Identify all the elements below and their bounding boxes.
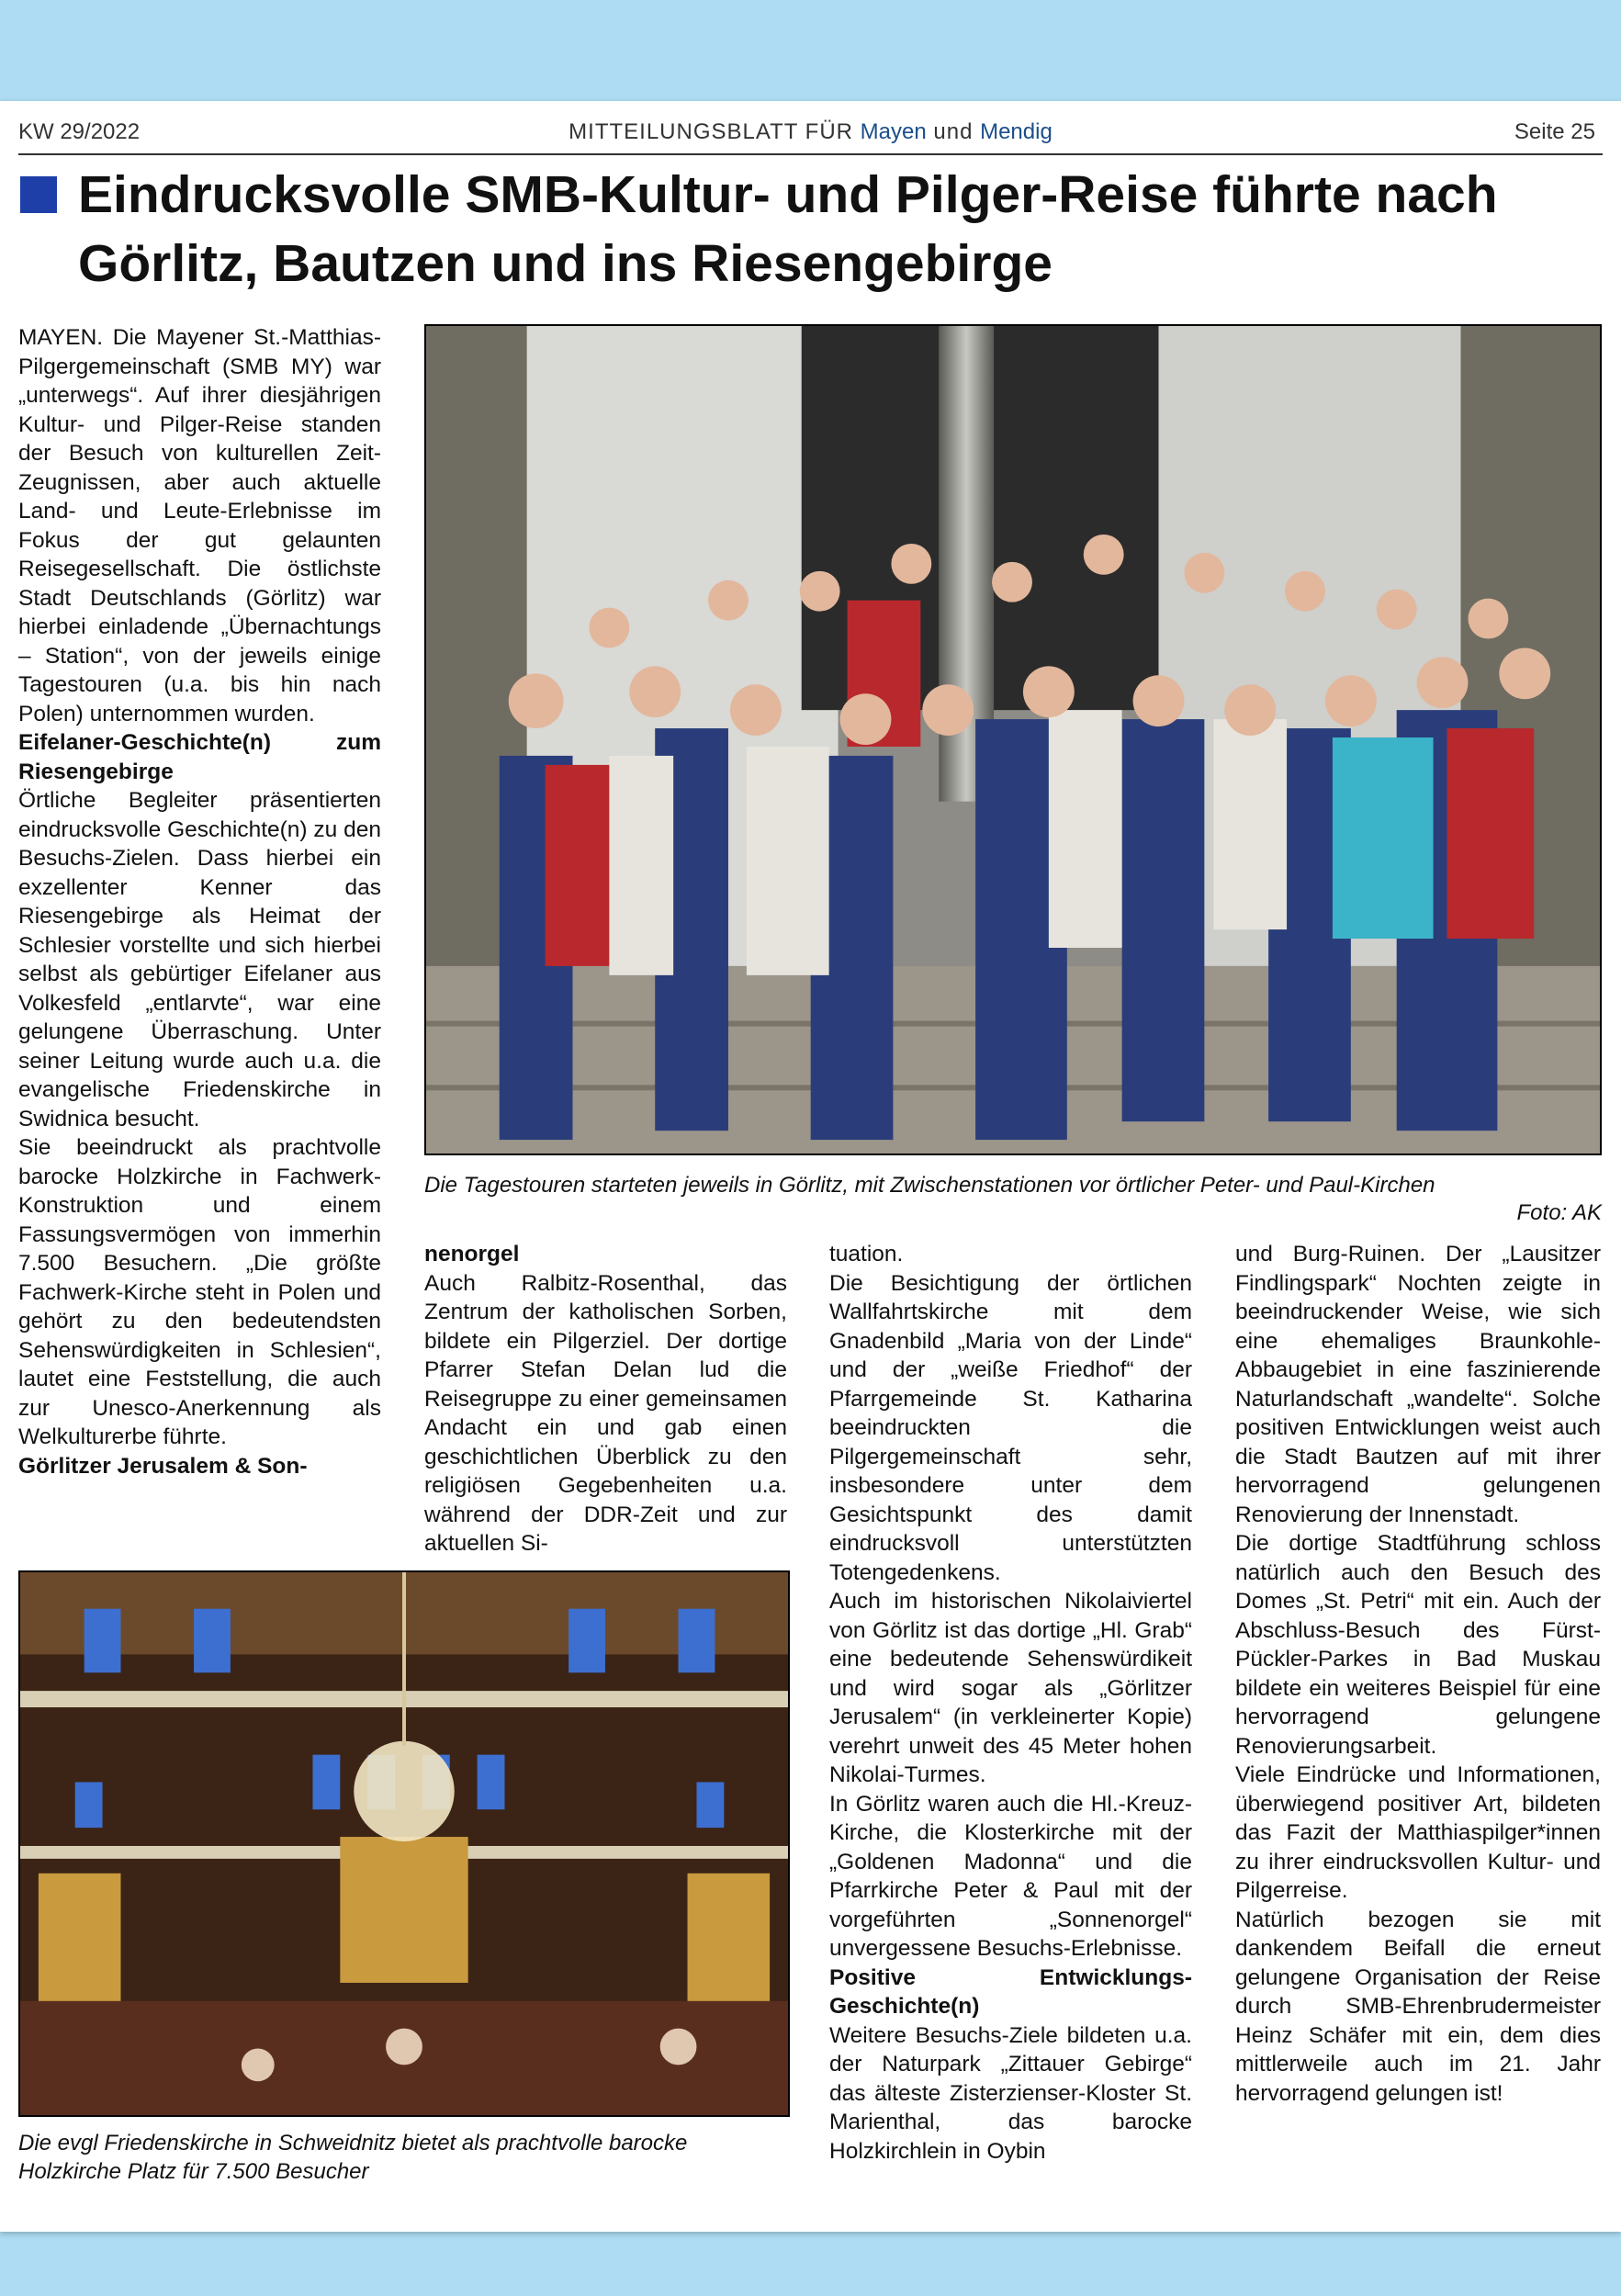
article-column-2 (424, 1240, 787, 1559)
article-column-1 (18, 323, 381, 1480)
headline: Eindrucksvolle SMB-Kultur- und Pilger-Reise führte nach Görlitz, Bautzen und ins Riesengebirge (78, 165, 1498, 293)
subheading-riesengebirge: Eifelaner-Geschichte(n) zum Riesengebirge (18, 730, 381, 784)
group-photo (424, 324, 1602, 1155)
headline-marker (20, 176, 57, 213)
subheading-entwicklung: Positive Entwicklungs-Geschichte(n) (829, 1964, 1192, 2019)
paragraph: Viele Eindrücke und Informationen, überwiegend positiver Art, bildeten das Fazit der Matthiaspilger*innen zu ihrer eindrucksvollen Kultur- und Pilgerreise. (1235, 1762, 1601, 1903)
article-column-4 (1235, 1240, 1601, 2108)
paragraph: tuation. (829, 1242, 904, 1266)
and-word: und (933, 119, 974, 144)
photo-credit: Foto: AK (1516, 1200, 1602, 1225)
paragraph: Die Besichtigung der örtlichen Wallfahrtskirche mit dem Gnadenbild „Maria von der Linde“ und der „weiße Friedhof“ der Pfarrgemeinde St. Katharina beeindruckten die Pilgergemeinschaft sehr, insbesondere unter dem Gesichtspunkt des damit eindrucksvoll unterstützten Totengedenkens. (829, 1270, 1192, 1585)
subheading-continuation: nenorgel (424, 1242, 520, 1266)
publication-prefix: MITTEILUNGSBLATT FÜR (568, 119, 853, 144)
paragraph: Auch im historischen Nikolaiviertel von Görlitz ist das dortige „Hl. Grab“ eine bedeutende Sehenswürdikeit und wird sogar als „Görlitzer Jerusalem“ (in verkleinerter Kopie) verehrt unweit des 45 Meter hohen Nikolai-Turmes. (829, 1589, 1192, 1787)
newspaper-page (0, 101, 1621, 2232)
page-number: Seite 25 (1514, 119, 1595, 144)
paragraph: Weitere Besuchs-Ziele bildeten u.a. der Naturpark „Zittauer Gebirge“ das älteste Zisterzienser-Kloster St. Marienthal, das barocke Holzkirchlein in Oybin (829, 2022, 1192, 2164)
paragraph: Die dortige Stadtführung schloss natürlich auch den Besuch des Domes „St. Petri“ mit ein. Auch der Abschluss-Besuch des Fürst-Pückler-Parkes in Bad Muskau bildete ein weiteres Beispiel für eine hervorragend gelungene Renovierungsarbeit. (1235, 1531, 1601, 1759)
paragraph: Natürlich bezogen sie mit dankendem Beifall die erneut gelungene Organisation der Reise durch SMB-Ehrenbrudermeister Heinz Schäfer mit ein, dem dies mittlerweile auch im 21. Jahr hervorragend gelungen ist! (1235, 1907, 1601, 2106)
issue-number: KW 29/2022 (18, 119, 141, 144)
paragraph: Sie beeindruckt als prachtvolle barocke Holzkirche in Fachwerk-Konstruktion und einem Fassungsvermögen von immerhin 7.500 Besuchern. „Die größte Fachwerk-Kirche steht in Polen und gehört zu den bedeutendsten Sehenswürdigkeiten in Schlesien“, lautet eine Feststellung, die auch zur Unesco-Anerkennung als Welkulturerbe führte. (18, 1135, 381, 1449)
header-rule (18, 153, 1603, 155)
paragraph: Örtliche Begleiter präsentierten eindrucksvolle Geschichte(n) zu den Besuchs-Zielen. Dass hierbei ein exzellenter Kenner das Riesengebirge als Heimat der Schlesier vorstellte und sich hierbei selbst als gebürtiger Eifelaner aus Volkesfeld „entlarvte“, war eine gelungene Überraschung. Unter seiner Leitung wurde auch u.a. die evangelische Friedenskirche in Swidnica besucht. (18, 788, 381, 1131)
subheading-jerusalem: Görlitzer Jerusalem & Son- (18, 1453, 308, 1479)
church-photo (18, 1570, 790, 2117)
article-column-3 (829, 1240, 1192, 2166)
city-mendig: Mendig (980, 119, 1053, 144)
paragraph: In Görlitz waren auch die Hl.-Kreuz-Kirche, die Klosterkirche mit der „Goldenen Madonna“ und die Pfarrkirche Peter & Paul mit der vorgeführten „Sonnenorgel“ unvergessene Besuchs-Erlebnisse. (829, 1791, 1192, 1961)
publication-title (0, 119, 1621, 145)
group-photo-image (426, 326, 1600, 1154)
paragraph: und Burg-Ruinen. Der „Lausitzer Findlingspark“ Nochten zeigte in beeindruckender Weise, wie sich eine ehemaliges Braunkohle-Abbaugebiet in eine faszinierende Naturlandschaft „wandelte“. Solche positiven Entwicklungen weist auch die Stadt Bautzen auf mit ihrer hervorragend gelungenen Renovierung der Innenstadt. (1235, 1242, 1601, 1527)
lead-paragraph: MAYEN. Die Mayener St.-Matthias-Pilgergemeinschaft (SMB MY) war „unterwegs“. Auf ihrer diesjährigen Kultur- und Pilger-Reise standen der Besuch von kulturellen Zeit-Zeugnissen, aber auch aktuelle Land- und Leute-Erlebnisse im Fokus der gut gelaunten Reisegesellschaft. Die östlichste Stadt Deutschlands (Görlitz) war hierbei einladende „Übernachtungs – Station“, von der jeweils einige Tagestouren (u.a. bis hin nach Polen) unternommen wurden. (18, 325, 381, 726)
paragraph: Auch Ralbitz-Rosenthal, das Zentrum der katholischen Sorben, bildete ein Pilgerziel. Der dortige Pfarrer Stefan Delan lud die Reisegruppe zu einer gemeinsamen Andacht ein und gab einen geschichtlichen Überblick zu den religiösen Gegebenheiten u.a. während der DDR-Zeit und zur aktuellen Si- (424, 1270, 787, 1556)
city-mayen: Mayen (860, 119, 927, 144)
church-photo-image (20, 1572, 788, 2115)
church-photo-caption: Die evgl Friedenskirche in Schweidnitz bietet als prachtvolle barocke Holzkirche Platz für 7.500 Besucher (18, 2131, 688, 2184)
group-photo-caption: Die Tagestouren starteten jeweils in Görlitz, mit Zwischenstationen vor örtlicher Peter- und Paul-Kirchen (424, 1173, 1435, 1198)
